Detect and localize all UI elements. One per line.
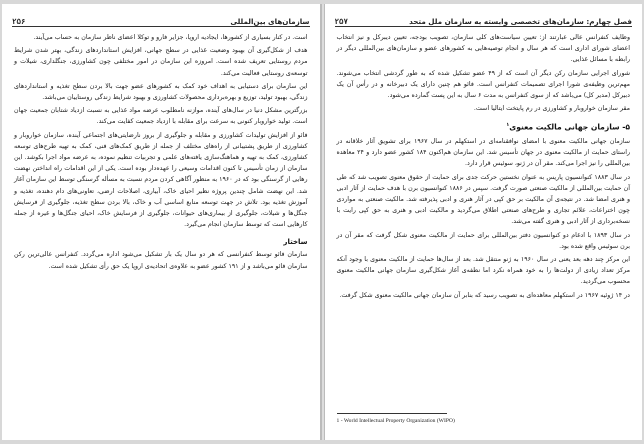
right-page	[325, 4, 643, 440]
left-page-header	[12, 12, 310, 27]
paragraph: این سازمان برای دستیابی به اهداف خود کمک به کشورهای عضو جهت بالا بردن سطح تغذیه و استانداردهای زندگی، بهبود تولید، توزیع و بهره‌برداری محصولات کشاورزی و بهبود شرایط زندگی روستاییان می‌باشد.	[14, 82, 308, 102]
paragraph: بزرگترین مشکل دنیا در سال‌های آینده، موازنه نامطلوب عرضه مواد غذایی به نسبت ازدیاد شتابان جمعیت جهان است. تولید خواروبار کنونی به سرعت برای مقابله با ازدیاد جمعیت کفایت می‌کند.	[14, 107, 308, 126]
paragraph: سازمان فائو توسط کنفرانسی که هر دو سال یک بار تشکیل می‌شود اداره می‌گردد. کنفرانس عالی‌ترین رکن سازمان فائو می‌باشد و از ۱۹۱ کشور عضو به علاوه‌ی اتحادیه‌ی اروپا یک حق رأی تشکیل شده است.	[14, 251, 308, 270]
right-page-body	[337, 32, 631, 430]
paragraph: سازمان جهانی مالکیت معنوی با امضای نوافقنامه‌ای در استکهلم در سال ۱۹۶۷ برای تشویق آثار خلاقانه در راستای حمایت از مالکیت معنوی در جهان تأسیس شد. این سازمان هم‌اکنون ۱۸۴ کشور عضو دارد و ۲۴ معاهده بین‌المللی را نیز اجرا می‌کند. مقر آن در ژنو، سوئیس قرار دارد.	[336, 137, 630, 168]
paragraph: این مرکز چند دهه بعد یعنی در سال ۱۹۶۰ به ژنو منتقل شد. بعد از سال‌ها حمایت از مالکیت معنوی با وجود آنکه مرکز تعداد زیادی از دولت‌ها را به خود همراه نکرد اما نطفه‌ی آغاز شکل‌گیری سازمان جهانی مالکیت معنوی محسوب می‌گردید.	[336, 255, 630, 286]
right-page-number: ۲۵۷	[334, 17, 349, 26]
paragraph: مقر سازمان خواروبار و کشاورزی در رم پایتخت ایتالیا است.	[473, 105, 630, 113]
paragraph: در سال ۱۸۹۳ با ادغام دو کنوانسیون دفتر بین‌المللی برای حمایت از مالکیت معنوی شکل گرفت که مقر آن در برن سوئیس واقع شده بود.	[336, 231, 630, 250]
book-spread	[2, 4, 642, 440]
left-page-number: ۲۵۶	[12, 17, 26, 26]
paragraph: شورای اجرایی سازمان رکن دیگر آن است که از ۴۹ عضو تشکیل شده که به طور گردشی انتخاب می‌شوند. مهم‌ترین وظیفه‌ی شورا اجرای تصمیمات کنفرانس است. فائو هم چنین دارای یک دبیرخانه و در رأس آن یک دبیرکل (مدیر کل) می‌باشد که از سوی کنفرانس به مدت ۶ سال به این پست گمارده می‌شود.	[336, 69, 630, 100]
section-heading-text: ۵- سازمان جهانی مالکیت معنوی	[509, 122, 630, 132]
right-page-header	[335, 12, 633, 27]
left-running-title: سازمان‌های بین‌المللی	[230, 17, 310, 26]
paragraph: هدف از شکل‌گیری آن بهبود وضعیت غذایی در سطح جهانی، افزایش استانداردهای زندگی، بهتر شدن شرایط مردم روستایی تعریف شده است. امروزه این سازمان در امور مختلفی چون کشاورزی، جنگلداری، شیلات و توسعه‌ی روستایی فعالیت می‌کند.	[14, 47, 308, 77]
right-running-title: فصل چهارم: سازمان‌های تخصصی وابسته به سازمان ملل متحد	[409, 17, 632, 26]
paragraph: در سال ۱۸۸۳ کنوانسیون پاریس به عنوان نخستین حرکت جدی برای حمایت از حقوق معنوی تصویب شد که طی آن حمایت بین‌المللی از مالکیت صنعتی صورت گرفت. سپس در ۱۸۸۶ کنوانسیون برن با هدف حمایت از آثار ادبی و هنری امضا شد. در نتیجه‌ی آن مالکیت بر حق کپی در آثار هنری و ادبی پذیرفته شد. مالکیت صنعتی به مواردی چون اختراعات، علائم تجاری و طرح‌های صنعتی اطلاق می‌گردید و مالکیت ادبی و هنری به حق کپی رایت با نسخه‌برداری از آثار ادبی و هنری گفته می‌شد.	[336, 173, 630, 226]
paragraph: فائو از افزایش تولیدات کشاورزی و مقابله و جلوگیری از بروز نارضایتی‌های اجتماعی آینده، سازمان خواروبار و کشاورزی از طریق پشتیبانی از راه‌های مختلف از جمله از طریق کمک‌های فنی، کمک به تهیه طرح‌های توسعه کشاورزی، کمک به تهیه و هماهنگ‌سازی یافته‌های علمی و تجربیات تنظیم نموده، به عرضه مواد اجرا بکوشد. این سازمان از زمان تأسیس تا کنون اقدامات وسیعی را عهده‌دار بوده است. یکی از این اقدامات راه انداختن نهضت رهایی از گرسنگی بود که در ۱۹۶۰ به منظور آگاهی کردن مردم نسبت به مسأله گرسنگی توسط این سازمان آغاز شد. این نهضت شامل چندین پروژه نظیر احیای خاک، آبیاری، اصلاحات ارضی، تعاونی‌های دام دهنده، تغذیه و آموزش تغذیه بود. تلاش در جهت توسعه منابع اساسی آب و خاک، بالا بردن سطح تغذیه، جلوگیری از فرسایش جنگل‌ها و شیلات، جلوگیری از بیماری‌های حیوانات، جلوگیری از فرسایش خاک، احیای جنگل‌ها و غیره از جمله کارهایی است که توسط سازمان انجام می‌گیرد.	[14, 131, 308, 229]
footnote-marker: ۱	[506, 122, 510, 129]
section-subheading: ساختار	[283, 238, 308, 247]
left-page	[2, 4, 321, 440]
footnote: 1 - World Intellectual Property Organization (WIPO)	[336, 418, 455, 424]
paragraph: در ۱۴ ژوئیه ۱۹۶۷ در استکهلم معاهده‌ای به تصویب رسید که بنابر آن سازمان جهانی مالکیت معنوی شکل گرفت.	[339, 291, 630, 299]
footnote-divider	[337, 413, 447, 414]
left-page-body	[14, 32, 308, 430]
paragraph: وظایف کنفرانس عالی عبارتند از: تعیین سیاست‌های کلی سازمان، تصویب بودجه، تعیین دیبرکل و نیز انتخاب اعضای شورای اداری است که هر سال و انجام توصیه‌هایی به کشورهای عضو و سازمان‌های بین‌المللی دیگر در رابطه با مسائل غذایی.	[336, 34, 630, 64]
paragraph: است. در کنار بسیاری از کشورها، ایجادیه اروپا، جزایر فارو و توکلا اعضای ناظر سازمان به حساب می‌آیند.	[33, 34, 308, 41]
section-heading	[337, 119, 631, 134]
